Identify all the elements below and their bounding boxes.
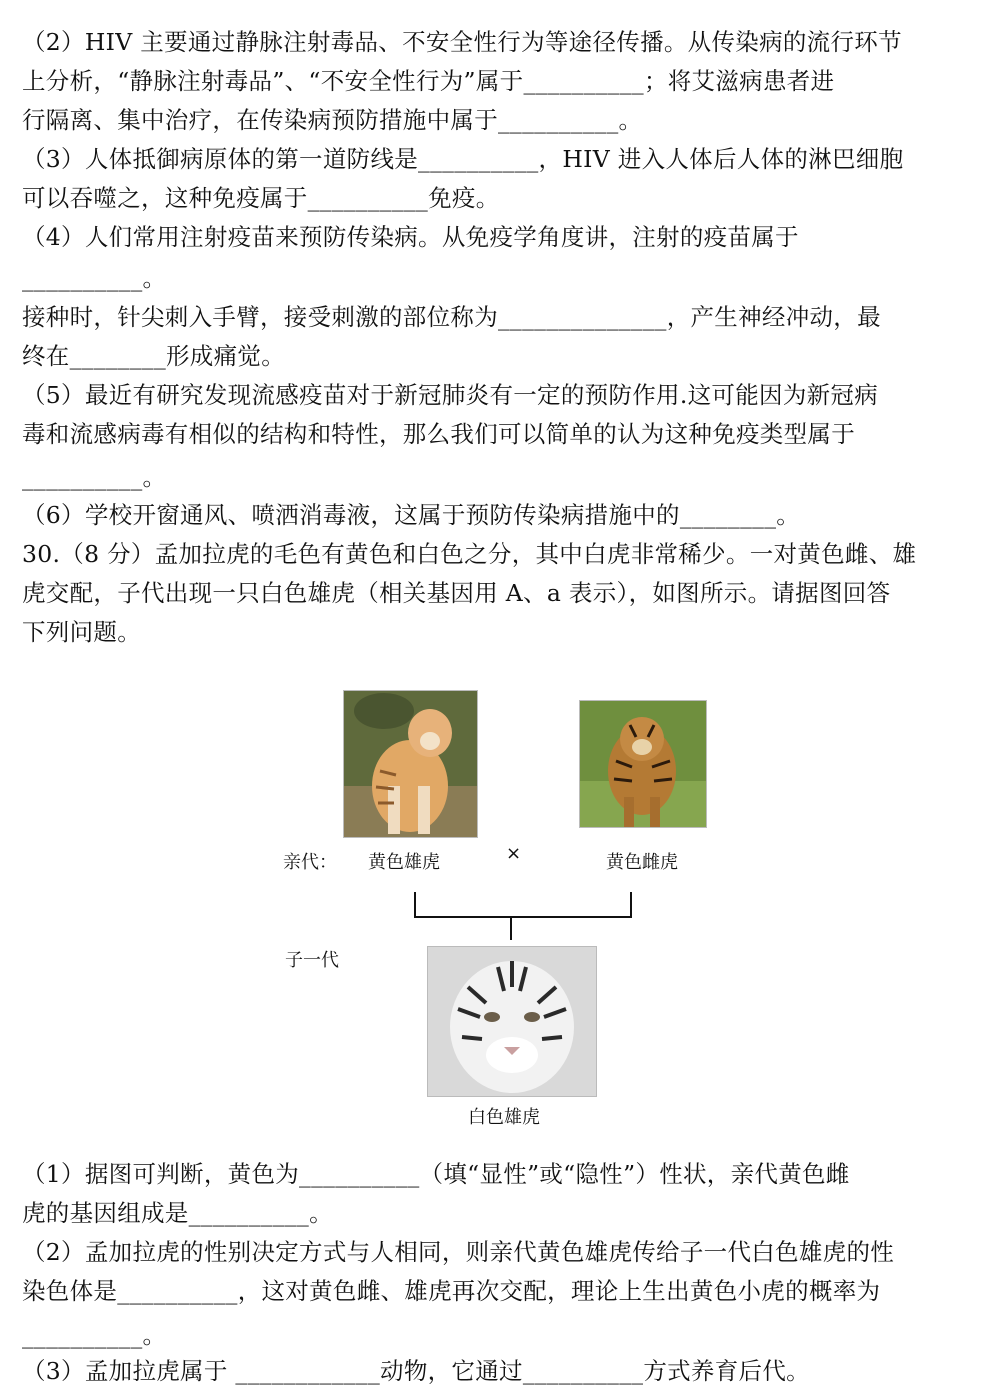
text-line: 毒和流感病毒有相似的结构和特性，那么我们可以简单的认为这种免疫类型属于 (22, 420, 855, 448)
text-line: 终在________形成痛觉。 (22, 342, 285, 370)
cross-bracket-right (630, 892, 632, 918)
white-male-tiger-label: 白色雄虎 (468, 1107, 540, 1128)
text-line: （3）人体抵御病原体的第一道防线是__________，HIV 进入人体后人体的淋巴细胞 (22, 145, 904, 173)
yellow-female-tiger-label: 黄色雌虎 (606, 852, 678, 873)
text-line: 虎的基因组成是__________。 (22, 1199, 333, 1227)
cross-bracket-left (414, 892, 416, 918)
parent-generation-label: 亲代： (283, 852, 337, 873)
text-line: 上分析，“静脉注射毒品”、“不安全性行为”属于__________；将艾滋病患者进 (22, 67, 835, 95)
text-line: __________。 (22, 463, 167, 491)
text-line: （1）据图可判断，黄色为__________（填“显性”或“隐性”）性状，亲代黄色雌 (22, 1160, 850, 1188)
text-line: （5）最近有研究发现流感疫苗对于新冠肺炎有一定的预防作用.这可能因为新冠病 (22, 381, 879, 409)
text-line: __________。 (22, 264, 167, 292)
text-line: 染色体是__________，这对黄色雌、雄虎再次交配，理论上生出黄色小虎的概率为 (22, 1277, 881, 1305)
text-line: （4）人们常用注射疫苗来预防传染病。从免疫学角度讲，注射的疫苗属于 (22, 223, 799, 251)
text-line: （2）HIV 主要通过静脉注射毒品、不安全性行为等途径传播。从传染病的流行环节 (22, 28, 902, 56)
text-line: 行隔离、集中治疗，在传染病预防措施中属于__________。 (22, 106, 643, 134)
cross-bracket-stem (510, 916, 512, 940)
yellow-female-tiger-photo (579, 700, 707, 828)
text-line: 虎交配，子代出现一只白色雄虎（相关基因用 A、a 表示），如图所示。请据图回答 (22, 579, 891, 607)
text-line: 可以吞噬之，这种免疫属于__________免疫。 (22, 184, 500, 212)
white-male-tiger-photo (427, 946, 597, 1097)
text-line: __________。 (22, 1321, 167, 1349)
cross-bracket-base (414, 916, 632, 918)
text-line: （6）学校开窗通风、喷洒消毒液，这属于预防传染病措施中的________。 (22, 501, 801, 529)
text-line: 接种时，针尖刺入手臂，接受刺激的部位称为______________，产生神经冲动，最 (22, 303, 881, 331)
yellow-male-tiger-photo (343, 690, 478, 838)
cross-symbol: × (506, 843, 522, 864)
text-line: （3）孟加拉虎属于 ____________动物，它通过__________方式养育后代。 (22, 1357, 810, 1385)
offspring-generation-label: 子一代 (285, 950, 339, 971)
text-line: 30.（8 分）孟加拉虎的毛色有黄色和白色之分，其中白虎非常稀少。一对黄色雌、雄 (22, 540, 917, 568)
yellow-male-tiger-label: 黄色雄虎 (368, 852, 440, 873)
text-line: （2）孟加拉虎的性别决定方式与人相同，则亲代黄色雄虎传给子一代白色雄虎的性 (22, 1238, 895, 1266)
text-line: 下列问题。 (22, 618, 141, 646)
